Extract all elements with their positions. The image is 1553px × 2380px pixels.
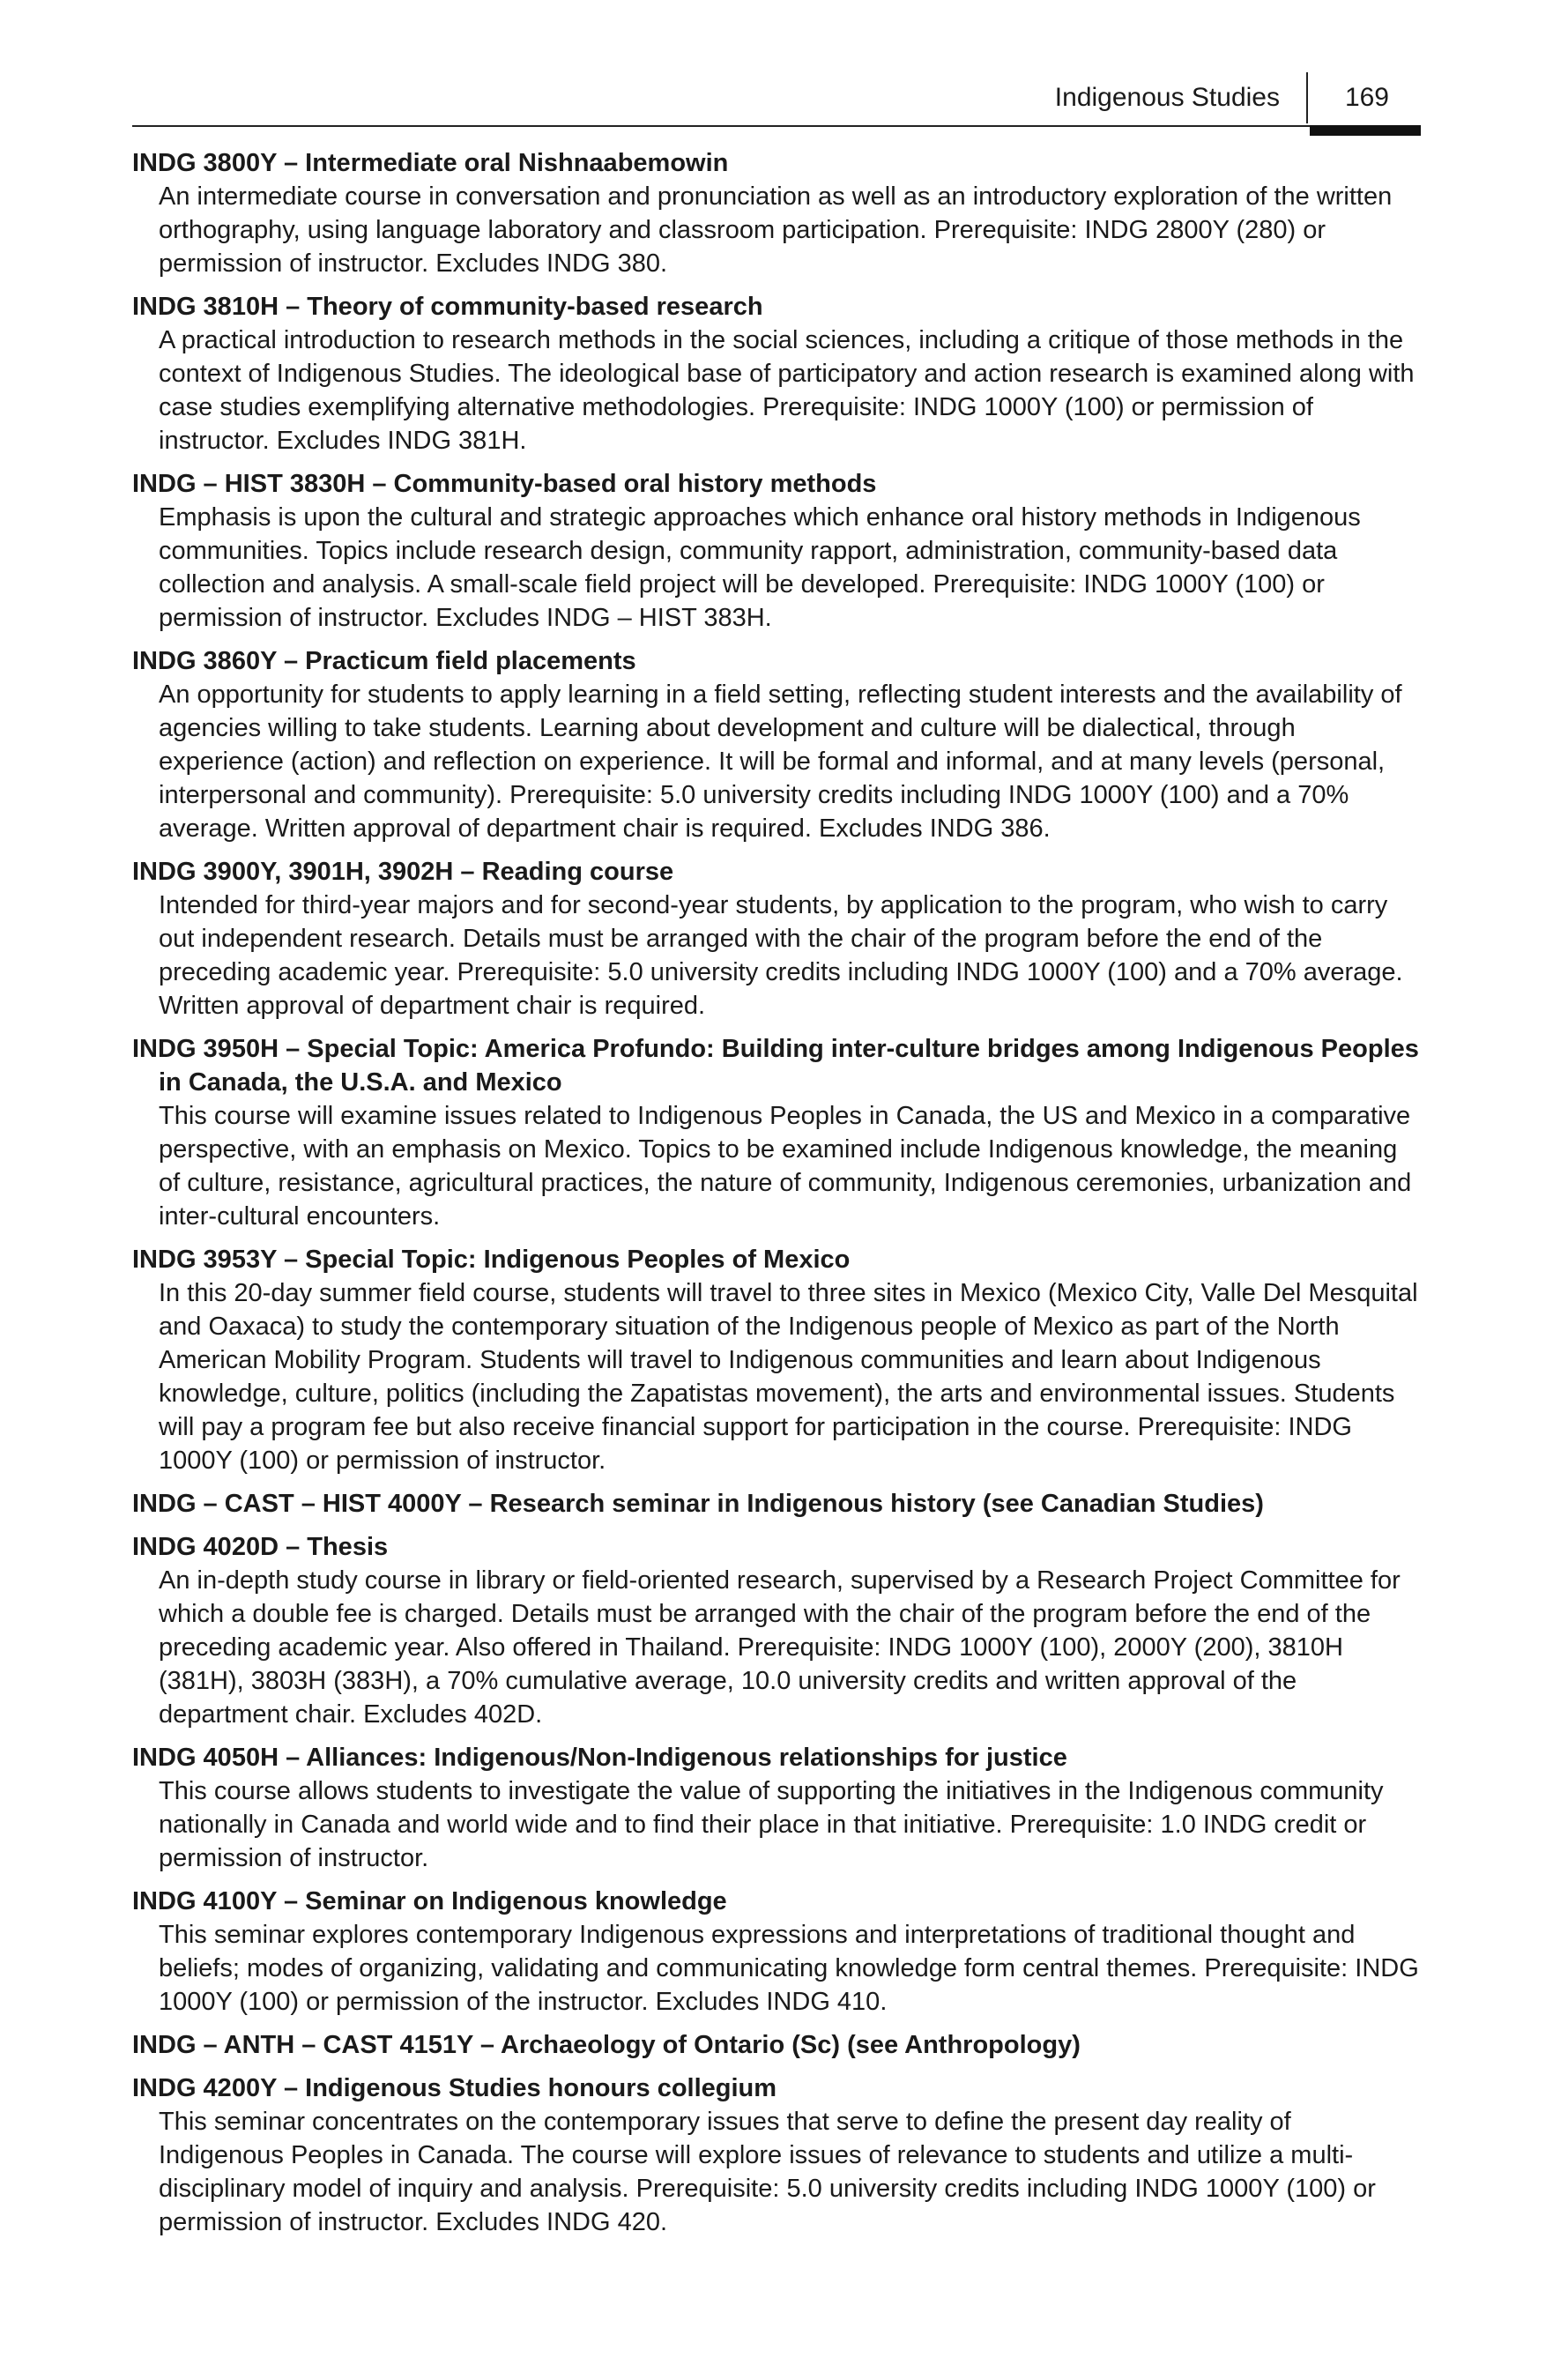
course-entry xyxy=(132,1243,1421,1477)
course-entry xyxy=(132,1032,1421,1233)
course-description: An intermediate course in conversation and pronunciation as well as an introductory exploration of the written orthography, using language laboratory and classroom participation. Prerequisite: INDG 2800Y (280) or permission of instructor. Excludes INDG 380. xyxy=(159,182,1393,278)
course-entry xyxy=(132,467,1421,635)
course-list xyxy=(132,146,1421,2239)
course-description: An opportunity for students to apply learning in a field setting, reflecting student interests and the availability of agencies willing to take students. Learning about development and culture will be dialectical, through experience (action) and reflection on experience. It will be formal and informal, and at many levels (personal, interpersonal and community). Prerequisite: 5.0 university credits including INDG 1000Y (100) and a 70% average. Written approval of department chair is required. Excludes INDG 386. xyxy=(159,681,1402,843)
running-header xyxy=(132,72,1421,127)
course-description: An in-depth study course in library or field-oriented research, supervised by a Research Project Committee for which a double fee is charged. Details must be arranged with the chair of the program before the end of the preceding academic year. Also offered in Thailand. Prerequisite: INDG 1000Y (100), 2000Y (200), 3810H (381H), 3803H (383H), a 70% cumulative average, 10.0 university credits and written approval of the department chair. Excludes 402D. xyxy=(159,1566,1401,1729)
header-bar xyxy=(1310,125,1421,136)
course-entry xyxy=(132,146,1421,280)
course-title: INDG 4200Y – Indigenous Studies honours collegium xyxy=(132,2074,777,2102)
section-title: Indigenous Studies xyxy=(1054,83,1280,112)
course-description: This course allows students to investigate the value of supporting the initiatives in the Indigenous community nationally in Canada and world wide and to find their place in that initiative. Prerequisite: 1.0 INDG credit or permission of instructor. xyxy=(159,1777,1384,1872)
course-entry xyxy=(132,644,1421,845)
course-title: INDG – ANTH – CAST 4151Y – Archaeology of Ontario (Sc) (see Anthropology) xyxy=(132,2031,1081,2059)
course-title: INDG 3953Y – Special Topic: Indigenous Peoples of Mexico xyxy=(132,1246,851,1274)
calendar-page xyxy=(132,72,1421,2249)
page-number: 169 xyxy=(1344,83,1389,112)
course-title: INDG 4020D – Thesis xyxy=(132,1533,389,1561)
course-title: INDG 4050H – Alliances: Indigenous/Non-Indigenous relationships for justice xyxy=(132,1744,1067,1772)
course-title: INDG 3900Y, 3901H, 3902H – Reading course xyxy=(132,858,674,886)
course-title: INDG – HIST 3830H – Community-based oral history methods xyxy=(132,470,877,498)
course-description: Emphasis is upon the cultural and strategic approaches which enhance oral history methods in Indigenous communities. Topics include research design, community rapport, administration, community-based data collection and analysis. A small-scale field project will be developed. Prerequisite: INDG 1000Y (100) or permission of instructor. Excludes INDG – HIST 383H. xyxy=(159,503,1361,632)
course-description: Intended for third-year majors and for second-year students, by application to the program, who wish to carry out independent research. Details must be arranged with the chair of the program before the end of the preceding academic year. Prerequisite: 5.0 university credits including INDG 1000Y (100) and a 70% average. Written approval of department chair is required. xyxy=(159,891,1403,1020)
course-description: This seminar explores contemporary Indigenous expressions and interpretations of traditional thought and beliefs; modes of organizing, validating and communicating knowledge form central themes. Prerequisite: INDG 1000Y (100) or permission of the instructor. Excludes INDG 410. xyxy=(159,1921,1419,2016)
course-entry xyxy=(132,855,1421,1023)
course-entry xyxy=(132,2028,1421,2062)
course-title: INDG 3950H – Special Topic: America Profundo: Building inter-culture bridges among Indigenous Peoples in Canada, the U.S.A. and Mexico xyxy=(132,1035,1419,1097)
course-entry xyxy=(132,1885,1421,2019)
course-description: In this 20-day summer field course, students will travel to three sites in Mexico (Mexico City, Valle Del Mesquital and Oaxaca) to study the contemporary situation of the Indigenous people of Mexico as part of the North American Mobility Program. Students will travel to Indigenous communities and learn about Indigenous knowledge, culture, politics (including the Zapatistas movement), the arts and environmental issues. Students will pay a program fee but also receive financial support for participation in the course. Prerequisite: INDG 1000Y (100) or permission of instructor. xyxy=(159,1279,1418,1475)
course-description: A practical introduction to research methods in the social sciences, including a critique of those methods in the context of Indigenous Studies. The ideological base of participatory and action research is examined along with case studies exemplifying alternative methodologies. Prerequisite: INDG 1000Y (100) or permission of instructor. Excludes INDG 381H. xyxy=(159,326,1415,455)
course-entry xyxy=(132,1530,1421,1731)
course-entry xyxy=(132,1741,1421,1875)
course-title: INDG 3810H – Theory of community-based research xyxy=(132,293,763,321)
course-entry xyxy=(132,2071,1421,2239)
course-title: INDG 3860Y – Practicum field placements xyxy=(132,647,636,675)
course-entry xyxy=(132,290,1421,457)
course-title: INDG 4100Y – Seminar on Indigenous knowledge xyxy=(132,1887,727,1915)
course-description: This course will examine issues related to Indigenous Peoples in Canada, the US and Mexico in a comparative perspective, with an emphasis on Mexico. Topics to be examined include Indigenous knowledge, the meaning of culture, resistance, agricultural practices, the nature of community, Indigenous ceremonies, urbanization and inter-cultural encounters. xyxy=(159,1102,1412,1231)
course-title: INDG 3800Y – Intermediate oral Nishnaabemowin xyxy=(132,149,729,177)
course-entry xyxy=(132,1487,1421,1521)
course-title: INDG – CAST – HIST 4000Y – Research seminar in Indigenous history (see Canadian Studies) xyxy=(132,1490,1264,1518)
course-description: This seminar concentrates on the contemporary issues that serve to define the present day reality of Indigenous Peoples in Canada. The course will explore issues of relevance to students and utilize a multi-disciplinary model of inquiry and analysis. Prerequisite: 5.0 university credits including INDG 1000Y (100) or permission of instructor. Excludes INDG 420. xyxy=(159,2108,1376,2236)
header-divider xyxy=(1306,72,1308,123)
